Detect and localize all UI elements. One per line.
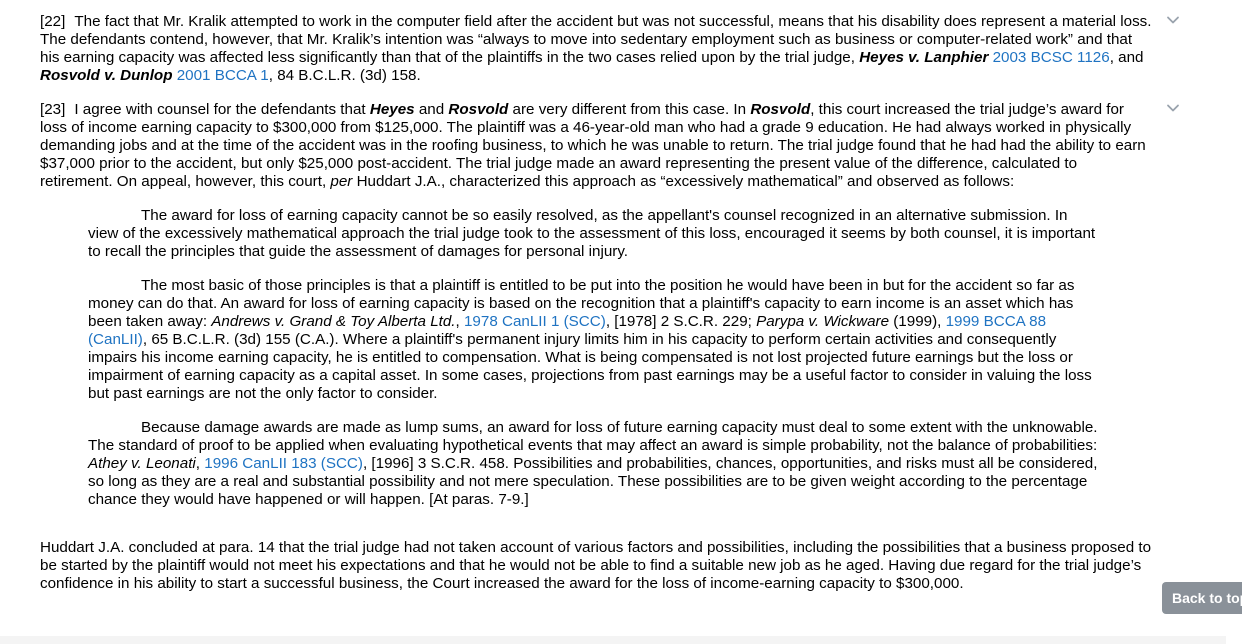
quote-text: , bbox=[455, 313, 464, 330]
citation-link[interactable]: 1996 CanLII 183 (SCC) bbox=[204, 455, 363, 472]
case-name: Andrews v. Grand & Toy Alberta Ltd. bbox=[211, 313, 456, 330]
closing-paragraph bbox=[40, 539, 1152, 593]
citation-link[interactable]: 1999 BCCA 88 (CanLII) bbox=[88, 313, 1047, 348]
case-name: Rosvold v. Dunlop bbox=[40, 67, 173, 84]
quote-text: , [1996] 3 S.C.R. 458. Possibilities and probabilities, chances, opportunities, and risks must all be considered, so long as they are a real and substantial possibility and not mere speculation. These possibilities are to be given weight according to the percentage chance they would have happened or will happen. [At paras. 7-9.] bbox=[88, 455, 1098, 508]
block-quote-1 bbox=[88, 207, 1098, 261]
paragraph-23 bbox=[40, 101, 1152, 191]
chevron-down-icon[interactable] bbox=[1166, 13, 1180, 27]
quote-text: The award for loss of earning capacity cannot be so easily resolved, as the appellant's counsel recognized in an alternative submission. In view of the excessively mathematical approach the trial judge took to the assessment of this loss, encouraged it seems by both counsel, it is important to recall the principles that guide the assessment of damages for personal injury. bbox=[88, 207, 1096, 260]
quote-text: (1999), bbox=[889, 313, 946, 330]
paragraph-text: The fact that Mr. Kralik attempted to work in the computer field after the accident but was not successful, means that his disability does represent a material loss. The defendants contend, however, that Mr. Kralik’s intention was “always to move into sedentary employment such as business or computer-related work” and that his earning capacity was affected less significantly than that of the plaintiffs in the two cases relied upon by the trial judge, bbox=[40, 13, 1152, 66]
chevron-down-icon[interactable] bbox=[1166, 101, 1180, 115]
paragraph-text: Huddart J.A. concluded at para. 14 that the trial judge had not taken account of various factors and possibilities, including the possibilities that a business proposed to be started by the plaintiff would not meet his expectations and that he would not be able to find a suitable new job as he aged. Having due regard for the trial judge’s confidence in his ability to start a successful business, the Court increased the award for the loss of income-earning capacity to $300,000. bbox=[40, 539, 1152, 592]
paragraph-number: [23] bbox=[40, 101, 66, 118]
case-name: Heyes v. Lanphier bbox=[859, 49, 989, 66]
paragraph-text: are very different from this case. In bbox=[508, 101, 751, 118]
citation-link[interactable]: 2001 BCCA 1 bbox=[176, 67, 269, 84]
citation-link[interactable]: 2003 BCSC 1126 bbox=[992, 49, 1110, 66]
case-name: Rosvold bbox=[750, 101, 811, 118]
case-name: Parypa v. Wickware bbox=[756, 313, 890, 330]
latin-term: per bbox=[330, 173, 353, 190]
case-name: Athey v. Leonati bbox=[88, 455, 196, 472]
quote-text: , [1978] 2 S.C.R. 229; bbox=[605, 313, 757, 330]
paragraph-text: , 84 B.C.L.R. (3d) 158. bbox=[268, 67, 421, 84]
case-name: Heyes bbox=[369, 101, 415, 118]
quote-text: Because damage awards are made as lump sums, an award for loss of future earning capacity must deal to some extent with the unknowable. The standard of proof to be applied when evaluating hypothetical events that may affect an award is simple probability, not the balance of probabilities: bbox=[88, 419, 1098, 454]
paragraph-text: Huddart J.A., characterized this approach as “excessively mathematical” and observed as follows: bbox=[352, 173, 1015, 190]
quote-text: , 65 B.C.L.R. (3d) 155 (C.A.). Where a plaintiff's permanent injury limits him in his capacity to perform certain activities and consequently impairs his income earning capacity, he is entitled to compensation. What is being compensated is not lost projected future earnings but the loss or impairment of earning capacity as a capital asset. In some cases, projections from past earnings may be a useful factor to consider in valuing the loss but past earnings are not the only factor to consider. bbox=[88, 331, 1092, 402]
paragraph-text: I agree with counsel for the defendants that bbox=[74, 101, 370, 118]
citation-link[interactable]: 1978 CanLII 1 (SCC) bbox=[463, 313, 606, 330]
back-to-top-button[interactable]: Back to top bbox=[1162, 582, 1242, 614]
paragraph-22 bbox=[40, 13, 1152, 85]
case-name: Rosvold bbox=[448, 101, 509, 118]
quote-text: , bbox=[195, 455, 205, 472]
quote-text: The most basic of those principles is that a plaintiff is entitled to be put into the position he would have been in but for the accident so far as money can do that. An award for loss of earning capacity is based on the recognition that a plaintiff's capacity to earn income is an asset which has been taken away: bbox=[88, 277, 1075, 330]
paragraph-number: [22] bbox=[40, 13, 66, 30]
block-quote-2 bbox=[88, 277, 1098, 403]
paragraph-text: and bbox=[414, 101, 449, 118]
judgment-body bbox=[40, 13, 1152, 609]
paragraph-text: , and bbox=[1109, 49, 1144, 66]
block-quote-3 bbox=[88, 419, 1098, 509]
footer-bar bbox=[0, 636, 1226, 644]
paragraph-text: , this court increased the trial judge’s award for loss of income earning capacity to $300,000 from $125,000. The plaintiff was a 46-year-old man who had a grade 9 education. He had always worked in physically demanding jobs and at the time of the accident was in the roofing business, to which he was unable to return. The trial judge found that he had had the ability to earn $37,000 prior to the accident, but only $25,000 post-accident. The trial judge made an award representing the present value of the difference, calculated to retirement. On appeal, however, this court, bbox=[40, 101, 1146, 190]
